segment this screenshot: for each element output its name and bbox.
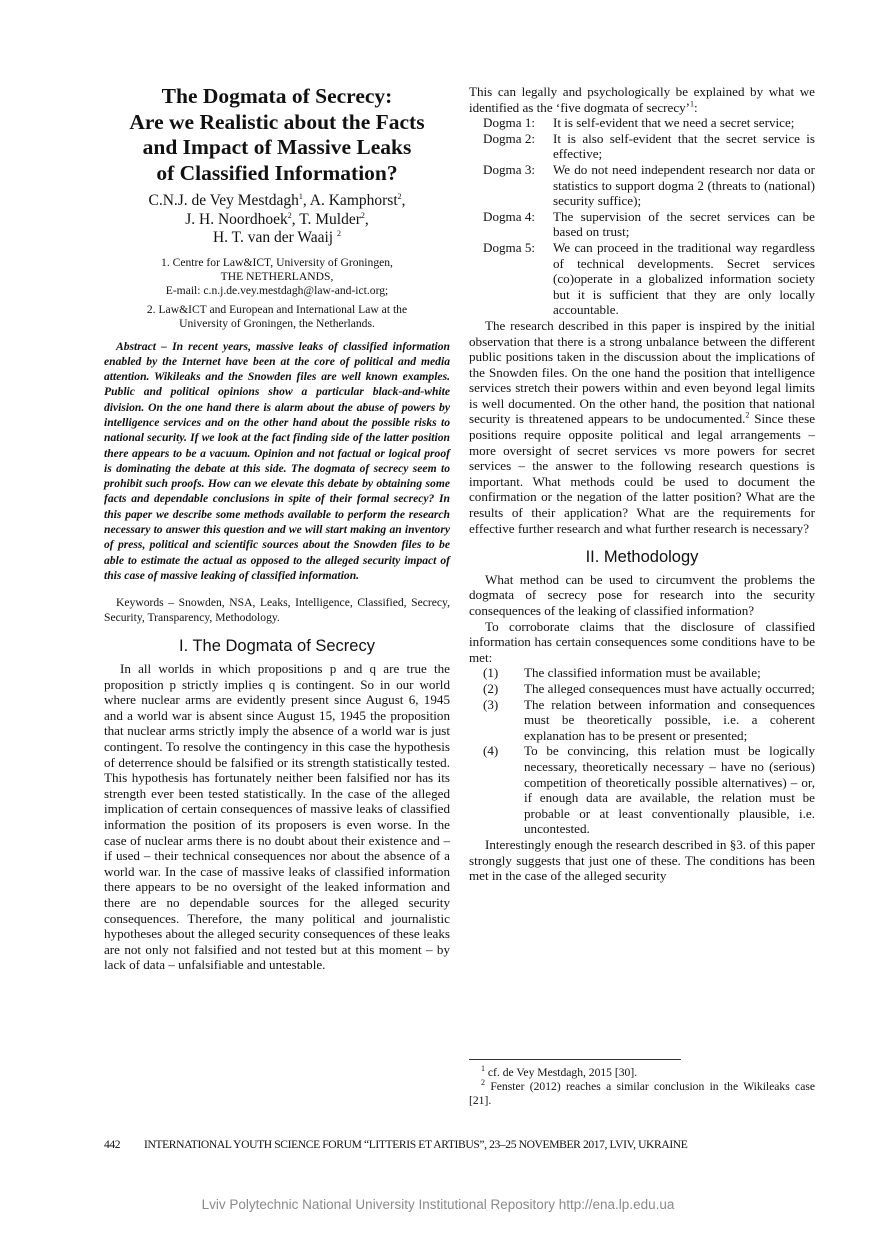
author-affiliation-mark: 2	[360, 210, 365, 220]
dogma-text: It is self-evident that we need a secret service;	[553, 115, 795, 131]
condition-text: The classified information must be available;	[524, 665, 761, 681]
affiliation-line: 2. Law&ICT and European and International Law at the	[146, 302, 408, 316]
dogma-text: We do not need independent research nor data or statistics to support dogma 2 (threats to (national) security suffice);	[553, 161, 815, 209]
dogma-item	[469, 162, 815, 209]
affiliation-line: University of Groningen, the Netherlands.	[179, 316, 375, 330]
dogma-item	[469, 115, 815, 131]
dogma-label: Dogma 5:	[483, 239, 536, 255]
dogma-label: Dogma 3:	[483, 161, 536, 177]
paragraph: What method can be used to circumvent the problems the dogmata of secrecy pose for research into the security consequences of the leaking of classified information?	[469, 571, 815, 618]
title-line: The Dogmata of Secrecy:	[161, 84, 393, 108]
condition-item	[469, 697, 815, 744]
author-name: A. Kamphorst	[309, 192, 398, 209]
paragraph-text: Since these positions require opposite political and legal arrangements – more oversight of secret services vs more powers for secret services – the answer to the following research questions is important. What methods could be used to document the confirmation or the negation of the latter position? What are the results of their application? What are the requirements for effective further research and what further research is necessary?	[469, 411, 816, 536]
dogma-text: It is also self-evident that the secret service is effective;	[553, 130, 815, 162]
author-name: T. Mulder	[299, 210, 361, 228]
condition-number: (4)	[483, 743, 499, 759]
paragraph	[469, 318, 815, 536]
paragraph: Interestingly enough the research described in §3. of this paper strongly suggests that just one of these. The conditions has been met in the case of the alleged security	[469, 836, 815, 884]
author-affiliation-mark: 2	[397, 191, 402, 201]
abstract-label: Abstract –	[116, 339, 167, 353]
condition-item	[469, 665, 815, 681]
footnote-divider	[469, 1059, 681, 1060]
paragraph-text: This can legally and psychologically be explained by what we identified as the ‘five dogmata of secrecy’	[469, 84, 815, 115]
condition-list	[469, 665, 815, 837]
affiliation-line: THE NETHERLANDS,	[220, 269, 334, 283]
dogma-label: Dogma 4:	[483, 208, 536, 224]
condition-item	[469, 681, 815, 697]
footnote-number: 1	[481, 1064, 485, 1074]
paragraph	[469, 84, 815, 115]
condition-number: (2)	[483, 680, 499, 696]
footnote-text: Fenster (2012) reaches a similar conclusion in the Wikileaks case [21].	[469, 1080, 815, 1108]
repository-notice: Lviv Polytechnic National University Institutional Repository http://ena.lp.edu.ua	[201, 1197, 675, 1212]
dogma-item	[469, 209, 815, 240]
dogma-label: Dogma 1:	[483, 115, 536, 131]
footnote-ref[interactable]: 2	[745, 411, 750, 421]
title-line: of Classified Information?	[156, 160, 398, 185]
condition-text: The alleged consequences must have actually occurred;	[524, 680, 815, 696]
running-footer	[104, 1138, 824, 1151]
section-heading-dogmata: I. The Dogmata of Secrecy	[179, 637, 375, 656]
paragraph: In all worlds in which propositions p and q are true the proposition p strictly implies q is contingent. So in our world where nuclear arms are evidently present since August 6, 1945 and a world war is absent since August 15, 1945 the proposition that nuclear arms strictly imply the absence of a world war is just contingent. To resolve the contingency in this case the hypothesis of deterrence should be falsified or its strength statistically tested. This hypothesis has fortunately neither been falsified nor has its strength ever been tested statistically. In the case of the alleged implication of certain consequences of massive leaks of classified information the position of its proposers is even worse. In the case of nuclear arms there is no doubt about their existence and – if used – their technical consequences nor about the absence of a world war. In the case of massive leaks of classified information there appears to be no oversight of the leaked information and there are no dependable sources for the alleged security consequences. Therefore, the many political and journalistic hypotheses about the alleged security consequences of these leaks are not only not falsified and not tested but at this moment – by lack of data – unfalsifiable and untestable.	[104, 661, 450, 973]
footnote-ref[interactable]: 1	[690, 99, 695, 109]
condition-item	[469, 743, 815, 837]
condition-number: (3)	[483, 696, 499, 712]
footnote-number: 2	[481, 1078, 485, 1088]
dogma-item	[469, 240, 815, 318]
title-line: Are we Realistic about the Facts	[129, 109, 425, 134]
keywords-label: Keywords –	[116, 595, 175, 609]
keywords-text: Snowden, NSA, Leaks, Intelligence, Classified, Secrecy, Security, Transparency, Methodology.	[104, 595, 451, 625]
author-name: J. H. Noordhoek	[185, 210, 288, 228]
keywords	[104, 595, 450, 626]
left-column	[104, 84, 450, 973]
section-heading-methodology: II. Methodology	[585, 548, 699, 567]
author-list: C.N.J. de Vey Mestdagh$^1$, A. Kamphorst$^2$, J. H. Noordhoek$^2$, T. Mulder$^2$, H. T. van der Waaij $^2$	[148, 191, 406, 246]
abstract	[104, 339, 450, 584]
author-name: C.N.J. de Vey Mestdagh	[148, 192, 299, 209]
dogma-list	[469, 115, 815, 318]
affiliation-1	[104, 256, 450, 298]
footnote-text: cf. de Vey Mestdagh, 2015 [30].	[487, 1066, 638, 1079]
affiliations	[104, 256, 450, 331]
author-email[interactable]: E-mail: c.n.j.de.vey.mestdagh@law-and-ict.org;	[165, 283, 389, 297]
footnote	[469, 1080, 815, 1108]
footnote	[469, 1066, 815, 1080]
author-affiliation-mark: 1	[298, 191, 303, 201]
paragraph-text: :	[694, 99, 698, 115]
paragraph: To corroborate claims that the disclosure of classified information has certain consequences some conditions have to be met:	[469, 618, 815, 665]
footnotes	[469, 1066, 815, 1109]
title-line: and Impact of Massive Leaks	[142, 135, 412, 159]
author-name: H. T. van der Waaij	[212, 229, 334, 246]
condition-text: To be convincing, this relation must be logically necessary, theoretically necessary – have no (serious) competition of theoretically possible alternatives) – or, if enough data are available, the relation must be probable or at least conventionally plausible, i.e. uncontested.	[524, 743, 815, 837]
condition-number: (1)	[483, 665, 499, 681]
conference-name: INTERNATIONAL YOUTH SCIENCE FORUM “LITTERIS ET ARTIBUS”, 23–25 NOVEMBER 2017, LVIV, UKRAINE	[144, 1138, 688, 1151]
condition-text: The relation between information and consequences must be theoretically possible, i.e. a coherent explanation has to be present or presented;	[524, 696, 815, 743]
paragraph-text: The research described in this paper is inspired by the initial observation that there is a strong unbalance between the different public positions taken in the discussion about the implications of the Snowden files. On the one hand the position that intelligence services stretch their powers within and even beyond legal limits is well documented. On the other hand, the position that national security is threatened appears to be undocumented.	[469, 317, 815, 427]
page-number: 442	[104, 1138, 121, 1151]
dogma-text: We can proceed in the traditional way regardless of technical developments. Secret services (co)operate in a globalized information society but it is sufficient that they are only locally accountable.	[553, 239, 815, 318]
author-affiliation-mark: 2	[287, 210, 292, 220]
right-column	[469, 84, 815, 884]
dogma-label: Dogma 2:	[483, 130, 536, 146]
author-affiliation-mark: 2	[337, 228, 341, 238]
affiliation-line: 1. Centre for Law&ICT, University of Groningen,	[161, 255, 393, 269]
dogma-item	[469, 131, 815, 162]
paper-title	[104, 84, 450, 186]
abstract-text: In recent years, massive leaks of classified information enabled by the Internet have been at the core of political and media attention. Wikileaks and the Snowden files are well known examples. Public and political opinions show a particular black-and-white division. On the one hand there is alarm about the abuse of powers by intelligence services and on the other hand about the possible risks to national security. If we look at the fact finding side of the latter position there appears to be a vacuum. Opinion and not factual or logical proof is dominating the debate at this side. The dogmata of secrecy seem to prohibit such proofs. How can we elevate this debate by obtaining some facts and dependable conclusions in spite of their formal secrecy? In this paper we describe some methods available to perform the research necessary to answer this question and we will start making an inventory of press, political and scientific sources about the Snowden files to be able to estimate the actual as opposed to the alleged security impact of this case of massive leaking of classified information.	[104, 339, 450, 582]
affiliation-2	[104, 303, 450, 331]
dogma-text: The supervision of the secret services can be based on trust;	[553, 208, 815, 240]
